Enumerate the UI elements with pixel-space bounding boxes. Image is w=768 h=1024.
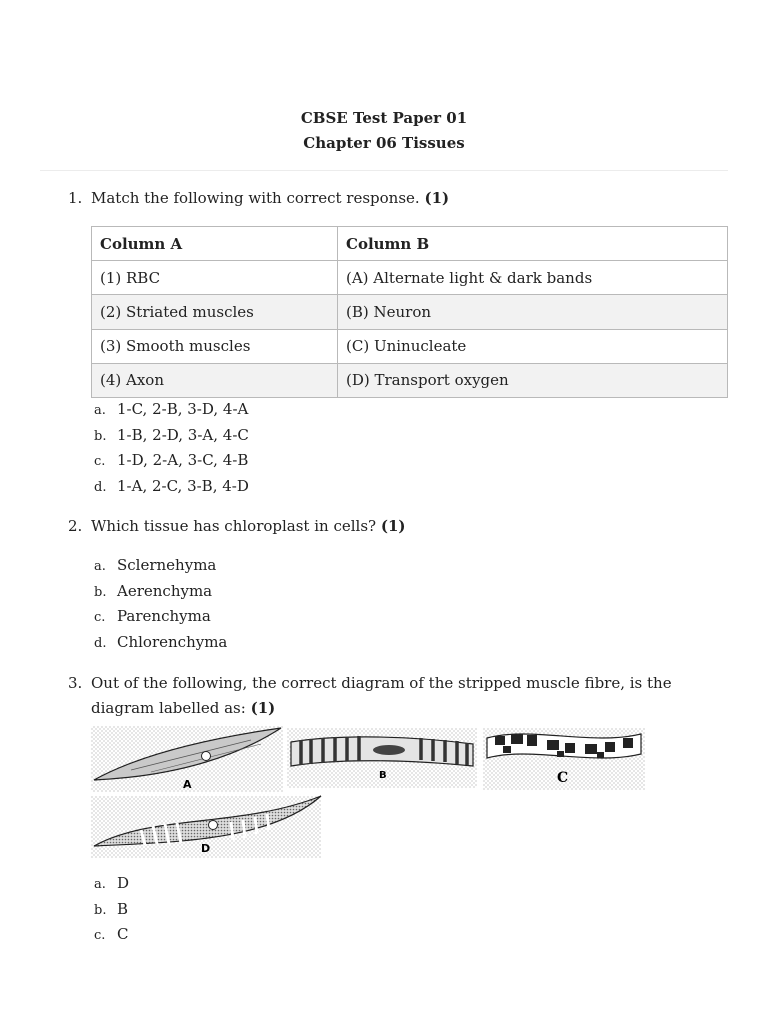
question-2	[68, 514, 728, 539]
table-cell: (A) Alternate light & dark bands	[338, 261, 728, 295]
question-number: 2.	[68, 517, 83, 535]
fibre-b	[287, 728, 477, 788]
option-d[interactable]: d. Chlorenchyma	[94, 633, 228, 652]
option-a[interactable]: a. 1-C, 2-B, 3-D, 4-A	[94, 400, 249, 418]
fibre-label-a: A	[183, 778, 192, 791]
question-3	[68, 671, 728, 721]
question-text: Which tissue has chloroplast in cells?	[91, 517, 377, 535]
fibre-label-d: D	[201, 842, 211, 855]
match-table	[91, 226, 728, 398]
table-row	[92, 363, 728, 397]
option-d[interactable]: d. 1-A, 2-C, 3-B, 4-D	[94, 477, 249, 496]
option-a[interactable]: a. D	[94, 874, 130, 892]
option-b[interactable]: b. 1-B, 2-D, 3-A, 4-C	[94, 425, 249, 444]
table-cell: (4) Axon	[92, 363, 338, 397]
header-divider	[40, 170, 728, 171]
table-cell: (C) Uninucleate	[338, 329, 728, 363]
table-cell: (D) Transport oxygen	[338, 363, 728, 397]
table-cell: (3) Smooth muscles	[92, 329, 338, 363]
paper-title: CBSE Test Paper 01	[300, 109, 468, 127]
question-text: Match the following with correct response.	[91, 189, 420, 207]
option-c[interactable]: c. 1-D, 2-A, 3-C, 4-B	[94, 451, 249, 470]
question-1	[68, 186, 728, 211]
option-a[interactable]: a. Sclernehyma	[94, 556, 217, 574]
option-b[interactable]: b. B	[94, 899, 129, 918]
fibre-d	[91, 796, 321, 858]
question-marks: (1)	[424, 189, 450, 207]
fibre-a	[91, 726, 283, 792]
table-cell: (B) Neuron	[338, 295, 728, 329]
table-row	[92, 329, 728, 363]
muscle-fibre-diagram	[91, 724, 651, 860]
options-list-q1	[94, 397, 249, 500]
chapter-title: Chapter 06 Tissues	[303, 134, 465, 152]
table-row	[92, 295, 728, 329]
table-cell: (2) Striated muscles	[92, 295, 338, 329]
fibre-label-b: B	[379, 770, 387, 781]
question-number: 1.	[68, 189, 83, 207]
option-b[interactable]: b. Aerenchyma	[94, 581, 213, 600]
fibre-c	[483, 728, 645, 790]
question-number: 3.	[68, 674, 83, 692]
question-text: Out of the following, the correct diagram of the stripped muscle fibre, is the diagram labelled as:	[91, 674, 672, 717]
table-header-cell: Column B	[338, 227, 728, 261]
option-c[interactable]: c. C	[94, 925, 129, 944]
options-list-q2	[94, 553, 227, 656]
question-marks: (1)	[380, 517, 406, 535]
table-row	[92, 261, 728, 295]
options-list-q3	[94, 871, 129, 948]
table-header-cell: Column A	[92, 227, 338, 261]
table-cell: (1) RBC	[92, 261, 338, 295]
option-c[interactable]: c. Parenchyma	[94, 607, 211, 626]
table-header-row	[92, 227, 728, 261]
question-marks: (1)	[250, 699, 276, 717]
paper-header	[0, 106, 768, 156]
fibre-label-c: C	[557, 770, 569, 786]
